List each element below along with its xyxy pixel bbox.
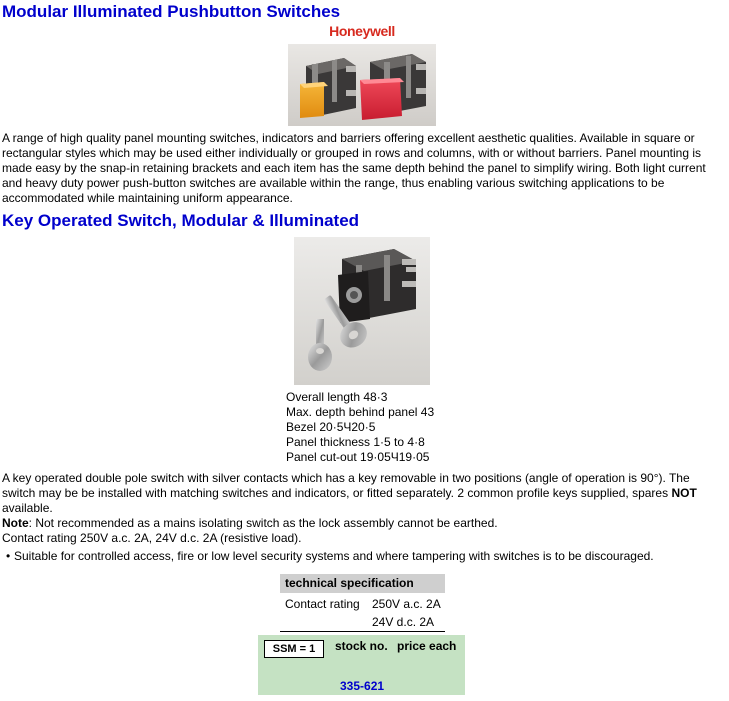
spec-line: Bezel 20·5Ч20·5 <box>286 420 376 434</box>
description-emphasis: NOT <box>671 486 697 500</box>
spec-line: Overall length 48·3 <box>286 390 388 404</box>
description-text: A key operated double pole switch with silver contacts which has a key removable in two positions (angle of operation is 90°). The switch may be be installed with matching switches and indicators, or fitted separately. 2 common profile keys supplied, spares <box>2 471 690 500</box>
note-line <box>2 516 498 531</box>
tech-spec-value: 250V a.c. 2A <box>372 597 441 611</box>
honeywell-logo: Honeywell <box>329 23 395 39</box>
note-text: : Not recommended as a mains isolating switch as the lock assembly cannot be earthed. <box>28 516 498 530</box>
tech-spec-table <box>280 574 445 632</box>
stock-number-link[interactable]: 335-621 <box>340 679 385 693</box>
spec-line: Panel thickness 1·5 to 4·8 <box>286 435 425 449</box>
section-title-key-switch: Key Operated Switch, Modular & Illuminated <box>2 211 360 230</box>
note-label: Note <box>2 516 29 530</box>
price-header: price each <box>397 639 457 653</box>
tech-spec-value: 24V d.c. 2A <box>372 615 435 629</box>
section2-description <box>2 471 724 516</box>
contact-rating-line: Contact rating 250V a.c. 2A, 24V d.c. 2A (resistive load). <box>2 531 302 545</box>
tech-spec-label: Contact rating <box>285 597 360 611</box>
section1-description: A range of high quality panel mounting switches, indicators and barriers offering excellent aesthetic qualities. Available in square or rectangular styles which may be used either individually or grouped in rows and columns, with or without barriers. Panel mounting is made easy by the snap-in retaining brackets and each item has the same depth behind the panel to simplify wiring. Both light current and heavy duty power push-button switches are available within the range, thus enabling various switching applications to be accommodated while maintaining uniform appearance. <box>2 131 706 205</box>
page-title: Modular Illuminated Pushbutton Switches <box>2 2 341 21</box>
stock-no-header: stock no. <box>335 639 388 653</box>
key-switch-photo <box>294 237 430 385</box>
stock-box <box>258 635 465 695</box>
spec-line: Panel cut-out 19·05Ч19·05 <box>286 450 430 464</box>
pushbutton-switches-photo <box>288 44 436 126</box>
bullet-icon: • <box>6 549 11 563</box>
ssm-badge: SSM = 1 <box>264 640 324 658</box>
spec-line: Max. depth behind panel 43 <box>286 405 435 419</box>
bullet-item <box>6 549 654 564</box>
bullet-text: Suitable for controlled access, fire or low level security systems and where tampering with switches is to be discouraged. <box>14 549 654 563</box>
description-text-end: available. <box>2 501 53 515</box>
tech-spec-header: technical specification <box>280 574 445 593</box>
dimension-specs <box>286 390 434 465</box>
